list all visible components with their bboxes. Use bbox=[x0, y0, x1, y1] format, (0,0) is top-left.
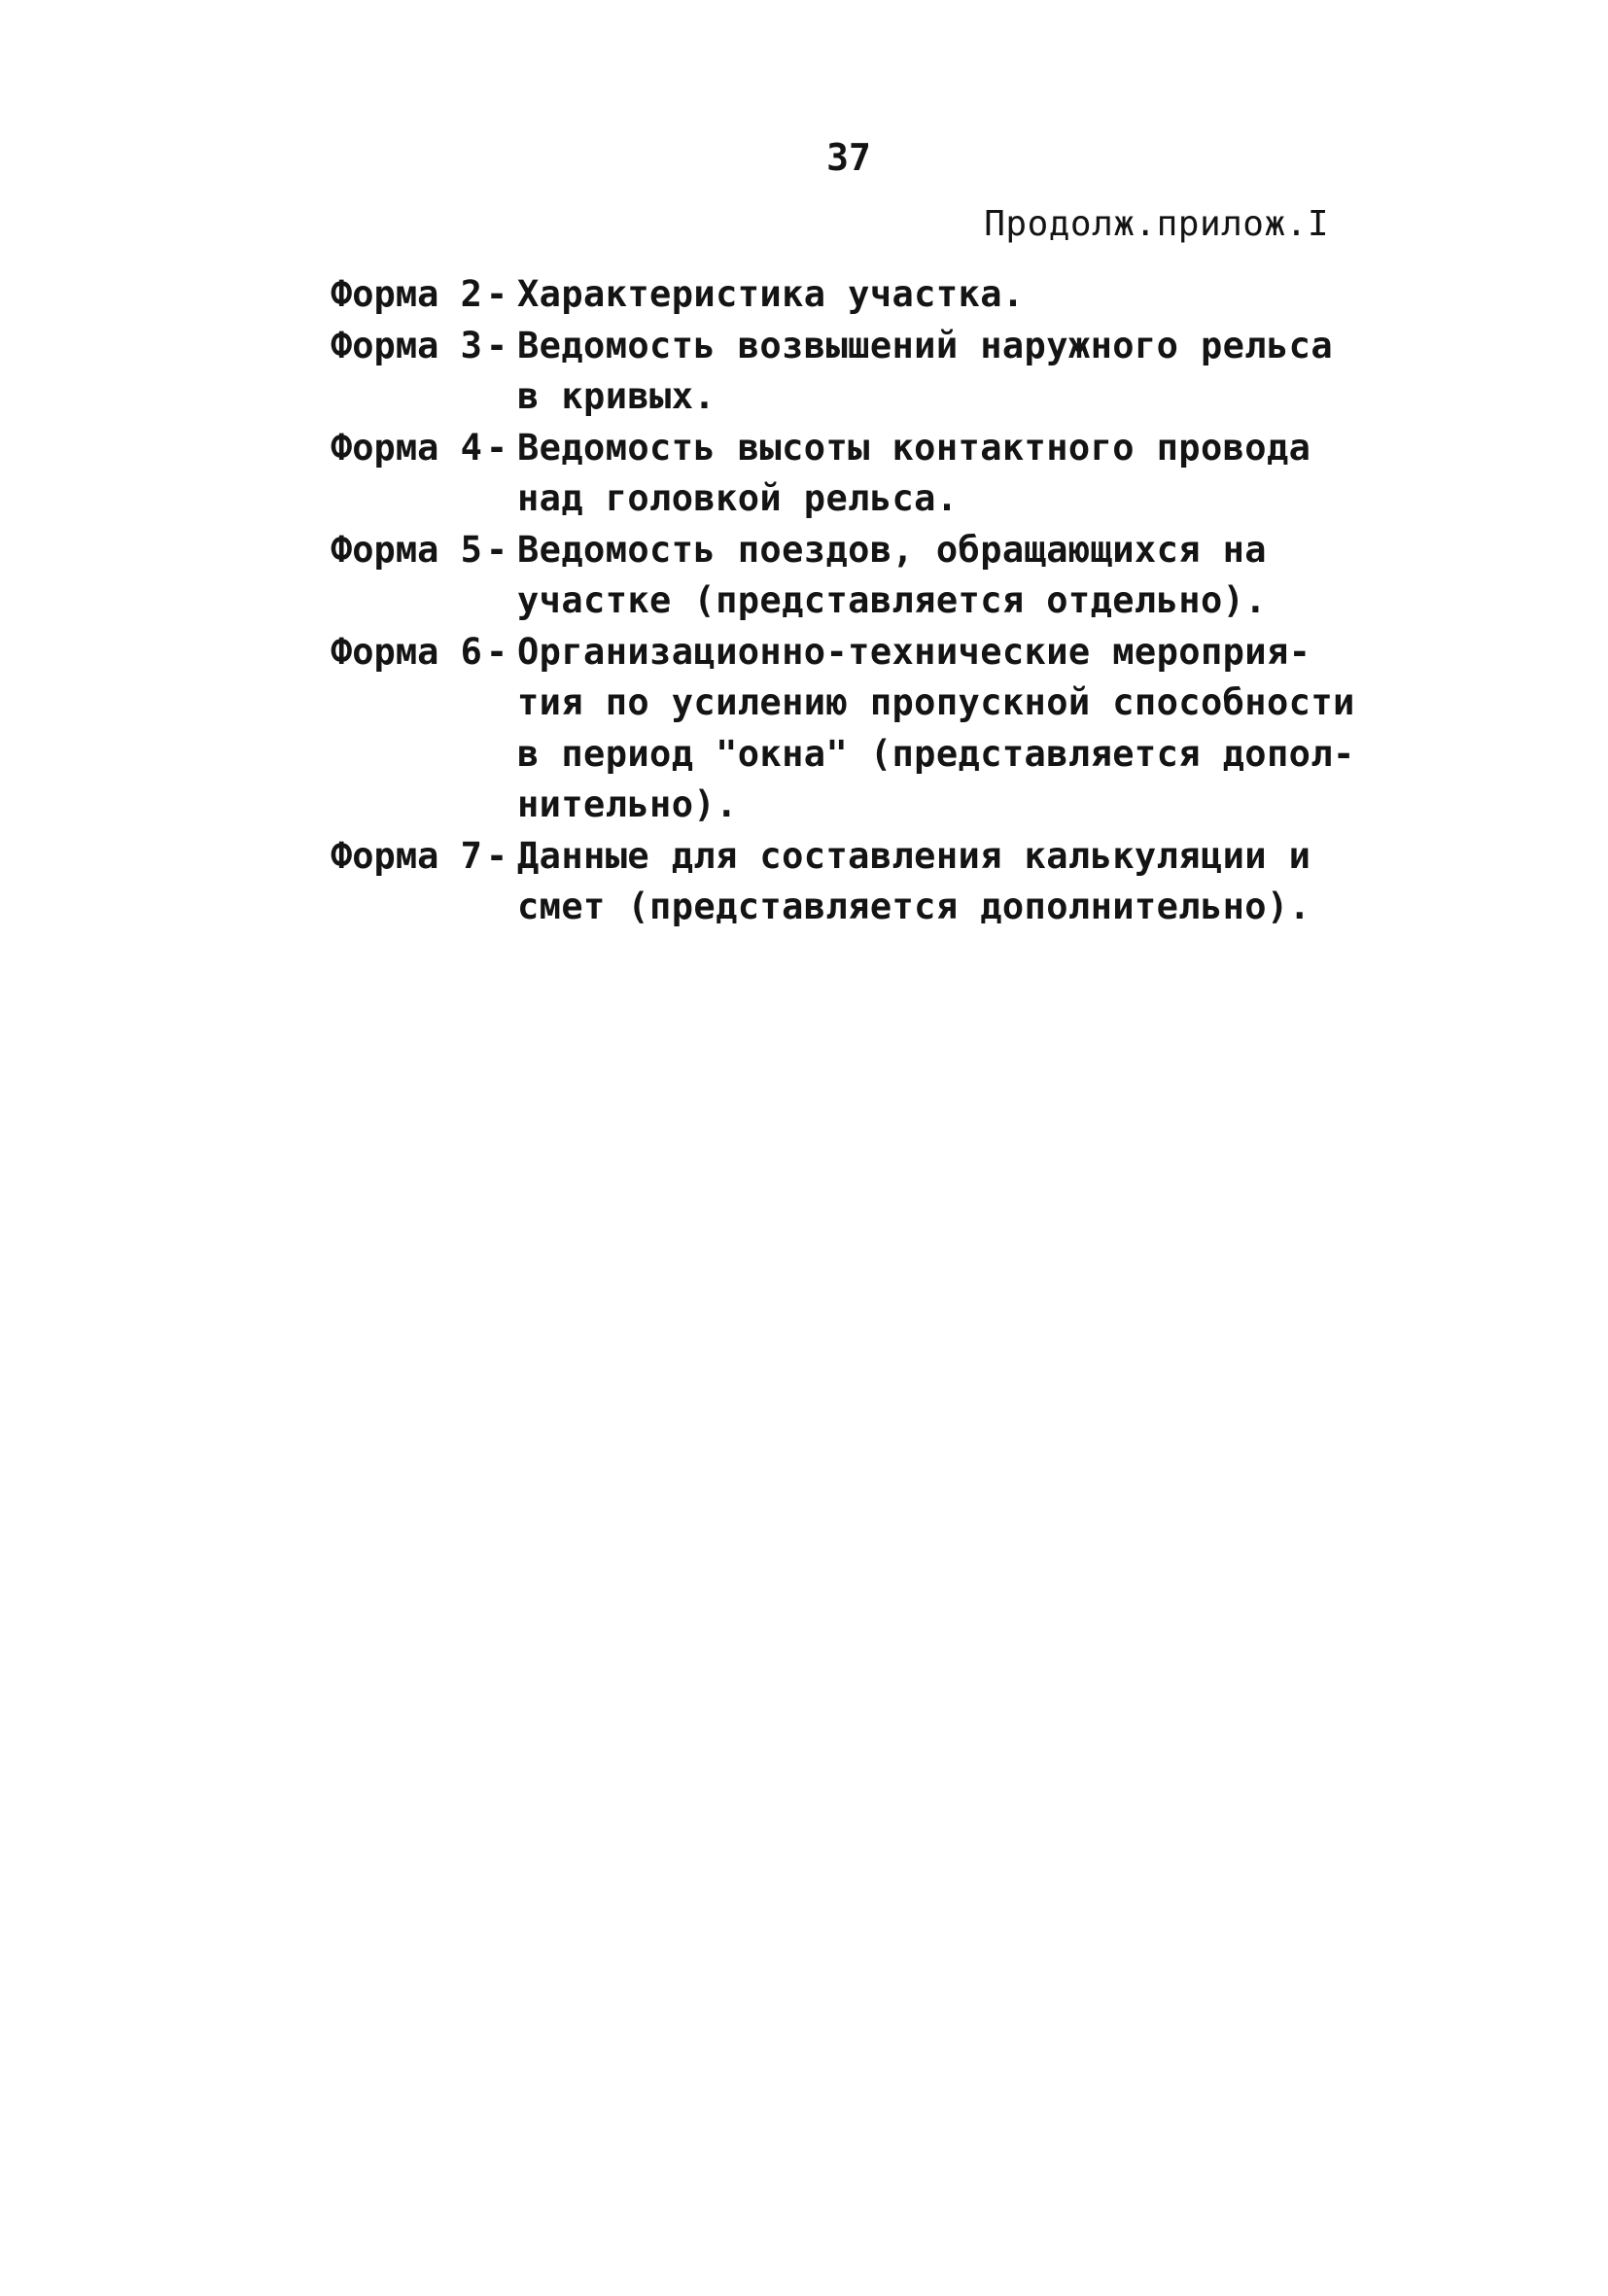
form-entry-2 bbox=[331, 269, 1381, 321]
form-description bbox=[517, 423, 1381, 525]
form-description-line: над головкой рельса. bbox=[517, 477, 959, 519]
form-description-line: участке (представляется отдельно). bbox=[517, 579, 1267, 621]
form-description bbox=[517, 321, 1381, 423]
form-description-line: Характеристика участка. bbox=[517, 273, 1025, 315]
form-label: Форма 7 bbox=[331, 834, 482, 877]
form-dash: - bbox=[485, 273, 508, 315]
form-description-line: Ведомость поездов, обращающихся на bbox=[517, 528, 1267, 571]
form-entry-5 bbox=[331, 525, 1381, 627]
form-description-line: нительно). bbox=[517, 783, 738, 825]
form-entry-4 bbox=[331, 423, 1381, 525]
form-description-line: тия по усилению пропускной способности bbox=[517, 681, 1355, 723]
form-dash: - bbox=[485, 426, 508, 469]
form-description bbox=[517, 525, 1381, 627]
form-dash: - bbox=[485, 324, 508, 366]
page-number: 37 bbox=[826, 136, 871, 179]
form-label: Форма 5 bbox=[331, 528, 482, 571]
form-description-line: Данные для составления калькуляции и bbox=[517, 834, 1311, 877]
form-label: Форма 3 bbox=[331, 324, 482, 366]
form-description bbox=[517, 627, 1381, 831]
form-description bbox=[517, 269, 1381, 321]
form-label: Форма 6 bbox=[331, 630, 482, 673]
form-description bbox=[517, 831, 1381, 933]
form-description-line: в кривых. bbox=[517, 375, 717, 417]
forms-list bbox=[331, 269, 1381, 933]
form-description-line: Ведомость высоты контактного провода bbox=[517, 426, 1311, 469]
form-description-line: Организационно-технические мероприя- bbox=[517, 630, 1311, 673]
form-entry-7 bbox=[331, 831, 1381, 933]
form-entry-3 bbox=[331, 321, 1381, 423]
form-dash: - bbox=[485, 834, 508, 877]
form-description-line: в период "окна" (представляется допол- bbox=[517, 732, 1355, 775]
form-dash: - bbox=[485, 528, 508, 571]
form-entry-6 bbox=[331, 627, 1381, 831]
appendix-continuation-label: Продолж.прилож.I bbox=[984, 204, 1329, 244]
form-description-line: смет (представляется дополнительно). bbox=[517, 886, 1311, 927]
form-label: Форма 2 bbox=[331, 273, 482, 315]
form-label: Форма 4 bbox=[331, 426, 482, 469]
form-description-line: Ведомость возвышений наружного рельса bbox=[517, 324, 1334, 366]
form-dash: - bbox=[485, 630, 508, 673]
